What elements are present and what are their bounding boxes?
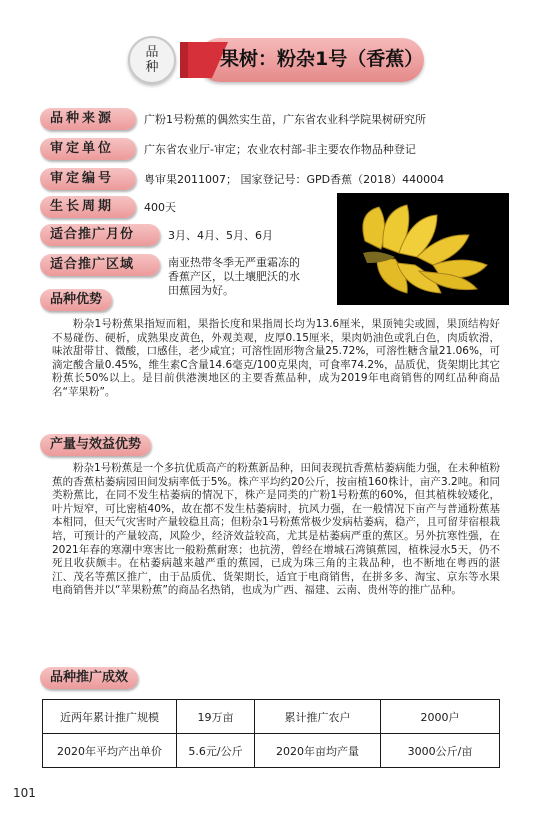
table-row bbox=[43, 700, 500, 734]
info-row-growth-cycle bbox=[40, 196, 176, 218]
table-cell: 5.6元/公斤 bbox=[177, 734, 255, 768]
advantages-paragraph: 粉杂1号粉蕉果指短而粗，果指长度和果指周长均为13.6厘米，果顶钝尖或圆，果顶结构好不易碰伤、硬析，成熟果皮黄色，外观美观，皮厚0.15厘米，果肉奶油色或乳白色，肉质软滑，味浓甜带甘、微酸，口感佳，老少咸宜；可溶性固形物含量25.72%，可溶性糖含量21.06%，可滴定酸含量0.45%，维生素C含量14.6毫克/100克果肉，可食率74.2%，品质优，货架期比其它粉蕉长50%以上。是目前供港澳地区的主要香蕉品种，成为2019年电商销售的网红品种商品名“苹果粉”。 bbox=[52, 318, 500, 398]
label-pill: 品种来源 bbox=[40, 108, 136, 130]
table-cell: 累计推广农户 bbox=[255, 700, 381, 734]
table-cell: 2000户 bbox=[381, 700, 500, 734]
section-advantages-title: 品种优势 bbox=[40, 289, 112, 311]
info-value: 广东省农业厅-审定；农业农村部-非主要农作物品种登记 bbox=[144, 143, 416, 156]
table-cell: 19万亩 bbox=[177, 700, 255, 734]
label-pill: 生长周期 bbox=[40, 196, 136, 218]
table-row bbox=[43, 734, 500, 768]
banana-illustration bbox=[337, 193, 509, 305]
info-row-months bbox=[40, 224, 273, 246]
info-row-approval-number bbox=[40, 168, 444, 190]
info-value: 南亚热带冬季无严重霜冻的香蕉产区，以土壤肥沃的水田蕉园为好。 bbox=[168, 256, 300, 297]
banana-photo bbox=[337, 193, 509, 305]
page-title: 果树：粉杂1号（香蕉） bbox=[220, 48, 424, 70]
promotion-table bbox=[42, 699, 500, 768]
header-banner bbox=[128, 36, 428, 84]
yield-paragraph: 粉杂1号粉蕉是一个多抗优质高产的粉蕉新品种，田间表现抗香蕉枯萎病能力强，在未种植粉蕉的香蕉枯萎病园田间发病率低于5%。株产平均约20公斤，按亩植160株计，亩产3.2吨。和同类粉蕉比，在同不发生枯萎病的情况下，株产是同类的广粉1号粉蕉的60%，但其植株较矮化，叶片短窄，可比密植40%，故在都不发生枯萎病时，抗风力强，在一般情况下亩产与普通粉蕉基本相同，但天气灾害时产量较稳且高；但粉杂1号粉蕉常极少发病枯萎病，稳产，且可留芽宿根栽培，可预计的产量较高，风险少，经济效益较高，尤其是枯萎病严重的蕉区。另外抗寒性强，在2021年春的寒潮中寒害比一般粉蕉耐寒；也抗涝，曾经在增城石湾镇蕉园，植株浸水5天，仍不死且收获颇丰。在枯萎病越来越严重的蕉园，已成为珠三角的主栽品种，也不断地在粤西的湛江、茂名等蕉区推广，由于品质优、货架期长，适宜于电商销售，在拼多多、淘宝、京东等水果电商销售并以“苹果粉蕉”的商品名热销，也成为广西、福建、云南、贵州等的推广品种。 bbox=[52, 462, 500, 597]
label-pill: 审定编号 bbox=[40, 168, 136, 190]
info-row-source bbox=[40, 108, 426, 130]
info-value: 3月、4月、5月、6月 bbox=[168, 229, 273, 242]
info-value: 400天 bbox=[144, 201, 176, 214]
section-promotion-title: 品种推广成效 bbox=[40, 667, 138, 689]
section-yield-title: 产量与效益优势 bbox=[40, 434, 151, 456]
info-value: 粤审果2011007； 国家登记号：GPD香蕉（2018）440004 bbox=[144, 173, 445, 186]
table-cell: 3000公斤/亩 bbox=[381, 734, 500, 768]
table-cell: 2020年平均产出单价 bbox=[43, 734, 177, 768]
table-cell: 2020年亩均产量 bbox=[255, 734, 381, 768]
info-value: 广粉1号粉蕉的偶然实生苗，广东省农业科学院果树研究所 bbox=[144, 113, 426, 126]
category-badge bbox=[128, 36, 176, 84]
badge-char-1: 品 bbox=[145, 45, 159, 60]
table-cell: 近两年累计推广规模 bbox=[43, 700, 177, 734]
page-number: 101 bbox=[13, 786, 36, 800]
badge-char-2: 种 bbox=[145, 60, 159, 75]
label-pill: 适合推广月份 bbox=[40, 224, 160, 246]
label-pill: 适合推广区域 bbox=[40, 254, 160, 276]
label-pill: 审定单位 bbox=[40, 138, 136, 160]
info-row-approval-unit bbox=[40, 138, 416, 160]
